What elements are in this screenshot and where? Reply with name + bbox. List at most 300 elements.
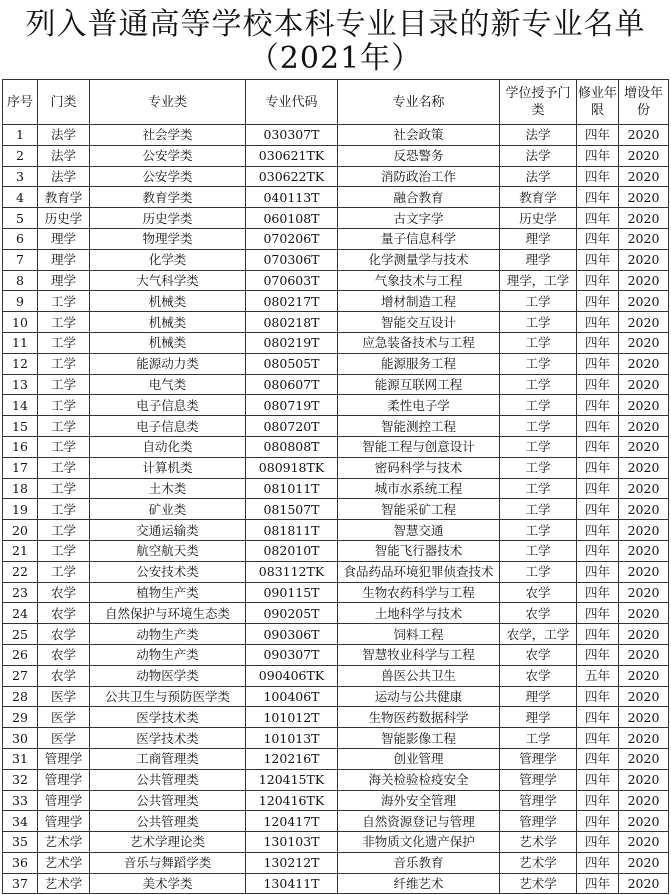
- cell-code: 090205T: [246, 603, 338, 624]
- cell-class: 计算机类: [90, 457, 246, 478]
- cell-class: 机械类: [90, 312, 246, 333]
- cell-name: 生物医药数据科学: [338, 707, 500, 728]
- cell-category: 农学: [38, 644, 90, 665]
- cell-degree: 理学: [500, 707, 577, 728]
- cell-year-added: 2020: [619, 624, 669, 645]
- cell-no: 31: [3, 748, 38, 769]
- cell-years: 四年: [577, 416, 619, 437]
- cell-no: 35: [3, 832, 38, 853]
- cell-name: 社会政策: [338, 125, 500, 146]
- cell-code: 130212T: [246, 852, 338, 873]
- cell-years: 四年: [577, 270, 619, 291]
- cell-class: 医学技术类: [90, 707, 246, 728]
- cell-class: 航空航天类: [90, 540, 246, 561]
- cell-no: 21: [3, 540, 38, 561]
- header-class: 专业类: [90, 80, 246, 125]
- cell-code: 101012T: [246, 707, 338, 728]
- cell-name: 饲料工程: [338, 624, 500, 645]
- cell-code: 030307T: [246, 125, 338, 146]
- cell-year-added: 2020: [619, 270, 669, 291]
- cell-years: 四年: [577, 208, 619, 229]
- cell-degree: 工学: [500, 728, 577, 749]
- cell-name: 海外安全管理: [338, 790, 500, 811]
- cell-year-added: 2020: [619, 603, 669, 624]
- cell-years: 四年: [577, 561, 619, 582]
- header-degree: 学位授予门类: [500, 80, 577, 125]
- cell-year-added: 2020: [619, 665, 669, 686]
- cell-year-added: 2020: [619, 769, 669, 790]
- cell-code: 120216T: [246, 748, 338, 769]
- table-row: [3, 582, 669, 603]
- cell-class: 动物生产类: [90, 644, 246, 665]
- cell-category: 工学: [38, 540, 90, 561]
- cell-degree: 理学: [500, 228, 577, 249]
- cell-class: 电子信息类: [90, 395, 246, 416]
- cell-name: 融合教育: [338, 187, 500, 208]
- cell-years: 四年: [577, 790, 619, 811]
- table-row: [3, 748, 669, 769]
- cell-category: 工学: [38, 457, 90, 478]
- cell-code: 120415TK: [246, 769, 338, 790]
- cell-degree: 农学: [500, 665, 577, 686]
- cell-years: 四年: [577, 125, 619, 146]
- cell-no: 6: [3, 228, 38, 249]
- cell-year-added: 2020: [619, 520, 669, 541]
- cell-name: 城市水系统工程: [338, 478, 500, 499]
- header-no: 序号: [3, 80, 38, 125]
- cell-degree: 农学: [500, 603, 577, 624]
- cell-degree: 艺术学: [500, 832, 577, 853]
- cell-no: 34: [3, 811, 38, 832]
- table-row: [3, 561, 669, 582]
- cell-degree: 管理学: [500, 790, 577, 811]
- cell-year-added: 2020: [619, 208, 669, 229]
- cell-code: 130103T: [246, 832, 338, 853]
- table-row: [3, 291, 669, 312]
- cell-degree: 农学: [500, 644, 577, 665]
- header-category: 门类: [38, 80, 90, 125]
- cell-degree: 工学: [500, 416, 577, 437]
- cell-name: 密码科学与技术: [338, 457, 500, 478]
- cell-year-added: 2020: [619, 728, 669, 749]
- cell-category: 农学: [38, 603, 90, 624]
- cell-class: 植物生产类: [90, 582, 246, 603]
- table-row: [3, 728, 669, 749]
- cell-code: 070603T: [246, 270, 338, 291]
- cell-code: 030622TK: [246, 166, 338, 187]
- cell-name: 非物质文化遗产保护: [338, 832, 500, 853]
- cell-class: 电子信息类: [90, 416, 246, 437]
- cell-category: 管理学: [38, 790, 90, 811]
- cell-year-added: 2020: [619, 832, 669, 853]
- cell-category: 工学: [38, 291, 90, 312]
- cell-no: 36: [3, 852, 38, 873]
- cell-no: 23: [3, 582, 38, 603]
- cell-code: 080219T: [246, 332, 338, 353]
- cell-class: 交通运输类: [90, 520, 246, 541]
- cell-no: 7: [3, 249, 38, 270]
- cell-year-added: 2020: [619, 249, 669, 270]
- cell-name: 应急装备技术与工程: [338, 332, 500, 353]
- cell-no: 32: [3, 769, 38, 790]
- cell-class: 公安学类: [90, 166, 246, 187]
- cell-years: 四年: [577, 249, 619, 270]
- cell-year-added: 2020: [619, 145, 669, 166]
- cell-class: 美术学类: [90, 873, 246, 894]
- cell-name: 智慧牧业科学与工程: [338, 644, 500, 665]
- cell-no: 24: [3, 603, 38, 624]
- cell-category: 工学: [38, 332, 90, 353]
- header-years: 修业年限: [577, 80, 619, 125]
- cell-name: 柔性电子学: [338, 395, 500, 416]
- cell-no: 14: [3, 395, 38, 416]
- cell-code: 090306T: [246, 624, 338, 645]
- table-row: [3, 125, 669, 146]
- cell-category: 工学: [38, 312, 90, 333]
- cell-degree: 工学: [500, 353, 577, 374]
- cell-year-added: 2020: [619, 561, 669, 582]
- cell-year-added: 2020: [619, 374, 669, 395]
- cell-name: 自然资源登记与管理: [338, 811, 500, 832]
- cell-class: 动物医学类: [90, 665, 246, 686]
- cell-code: 080808T: [246, 436, 338, 457]
- cell-year-added: 2020: [619, 187, 669, 208]
- cell-class: 动物生产类: [90, 624, 246, 645]
- cell-class: 自然保护与环境生态类: [90, 603, 246, 624]
- table-row: [3, 436, 669, 457]
- cell-name: 创业管理: [338, 748, 500, 769]
- cell-category: 法学: [38, 166, 90, 187]
- cell-category: 农学: [38, 665, 90, 686]
- cell-year-added: 2020: [619, 707, 669, 728]
- cell-no: 37: [3, 873, 38, 894]
- cell-name: 气象技术与工程: [338, 270, 500, 291]
- cell-no: 18: [3, 478, 38, 499]
- cell-degree: 管理学: [500, 769, 577, 790]
- cell-degree: 工学: [500, 457, 577, 478]
- cell-class: 医学技术类: [90, 728, 246, 749]
- table-row: [3, 499, 669, 520]
- cell-year-added: 2020: [619, 166, 669, 187]
- cell-no: 8: [3, 270, 38, 291]
- majors-table: [2, 79, 669, 894]
- table-row: [3, 270, 669, 291]
- cell-name: 智能交互设计: [338, 312, 500, 333]
- cell-category: 农学: [38, 582, 90, 603]
- cell-code: 080719T: [246, 395, 338, 416]
- cell-no: 22: [3, 561, 38, 582]
- cell-years: 四年: [577, 312, 619, 333]
- cell-years: 四年: [577, 520, 619, 541]
- cell-no: 20: [3, 520, 38, 541]
- table-row: [3, 873, 669, 894]
- cell-class: 物理学类: [90, 228, 246, 249]
- cell-category: 医学: [38, 707, 90, 728]
- page-title: 列入普通高等学校本科专业目录的新专业名单: [25, 7, 646, 42]
- cell-category: 管理学: [38, 769, 90, 790]
- cell-years: 四年: [577, 457, 619, 478]
- table-row: [3, 540, 669, 561]
- cell-class: 公共卫生与预防医学类: [90, 686, 246, 707]
- cell-year-added: 2020: [619, 395, 669, 416]
- cell-class: 机械类: [90, 332, 246, 353]
- cell-class: 艺术学理论类: [90, 832, 246, 853]
- cell-code: 120416TK: [246, 790, 338, 811]
- cell-no: 30: [3, 728, 38, 749]
- cell-class: 工商管理类: [90, 748, 246, 769]
- table-row: [3, 686, 669, 707]
- cell-class: 公共管理类: [90, 790, 246, 811]
- cell-class: 自动化类: [90, 436, 246, 457]
- cell-year-added: 2020: [619, 478, 669, 499]
- cell-category: 历史学: [38, 208, 90, 229]
- table-row: [3, 644, 669, 665]
- cell-year-added: 2020: [619, 540, 669, 561]
- cell-years: 四年: [577, 499, 619, 520]
- cell-degree: 农学: [500, 582, 577, 603]
- table-row: [3, 707, 669, 728]
- cell-code: 081011T: [246, 478, 338, 499]
- cell-class: 公共管理类: [90, 811, 246, 832]
- cell-years: 四年: [577, 540, 619, 561]
- table-row: [3, 478, 669, 499]
- cell-no: 25: [3, 624, 38, 645]
- cell-degree: 理学: [500, 686, 577, 707]
- cell-year-added: 2020: [619, 873, 669, 894]
- cell-degree: 理学: [500, 249, 577, 270]
- cell-category: 工学: [38, 436, 90, 457]
- cell-class: 矿业类: [90, 499, 246, 520]
- cell-category: 教育学: [38, 187, 90, 208]
- cell-no: 2: [3, 145, 38, 166]
- cell-no: 19: [3, 499, 38, 520]
- cell-degree: 工学: [500, 395, 577, 416]
- cell-degree: 法学: [500, 145, 577, 166]
- cell-degree: 农学，工学: [500, 624, 577, 645]
- cell-years: 四年: [577, 436, 619, 457]
- cell-code: 030621TK: [246, 145, 338, 166]
- cell-name: 音乐教育: [338, 852, 500, 873]
- cell-years: 四年: [577, 728, 619, 749]
- cell-degree: 工学: [500, 436, 577, 457]
- cell-year-added: 2020: [619, 852, 669, 873]
- table-row: [3, 769, 669, 790]
- cell-name: 兽医公共卫生: [338, 665, 500, 686]
- cell-class: 公共管理类: [90, 769, 246, 790]
- cell-category: 艺术学: [38, 852, 90, 873]
- cell-year-added: 2020: [619, 499, 669, 520]
- cell-years: 四年: [577, 707, 619, 728]
- cell-degree: 工学: [500, 291, 577, 312]
- cell-degree: 历史学: [500, 208, 577, 229]
- cell-no: 28: [3, 686, 38, 707]
- cell-no: 4: [3, 187, 38, 208]
- table-row: [3, 187, 669, 208]
- cell-class: 社会学类: [90, 125, 246, 146]
- cell-no: 33: [3, 790, 38, 811]
- cell-years: 四年: [577, 603, 619, 624]
- cell-years: 四年: [577, 291, 619, 312]
- cell-degree: 艺术学: [500, 852, 577, 873]
- cell-years: 四年: [577, 353, 619, 374]
- cell-no: 11: [3, 332, 38, 353]
- table-row: [3, 832, 669, 853]
- cell-class: 历史学类: [90, 208, 246, 229]
- cell-no: 1: [3, 125, 38, 146]
- cell-no: 5: [3, 208, 38, 229]
- cell-year-added: 2020: [619, 436, 669, 457]
- cell-years: 四年: [577, 769, 619, 790]
- cell-name: 化学测量学与技术: [338, 249, 500, 270]
- cell-name: 智慧交通: [338, 520, 500, 541]
- cell-category: 工学: [38, 395, 90, 416]
- cell-no: 29: [3, 707, 38, 728]
- cell-no: 12: [3, 353, 38, 374]
- cell-year-added: 2020: [619, 686, 669, 707]
- cell-years: 四年: [577, 374, 619, 395]
- cell-category: 法学: [38, 145, 90, 166]
- cell-category: 工学: [38, 520, 90, 541]
- cell-name: 智能测控工程: [338, 416, 500, 437]
- cell-no: 10: [3, 312, 38, 333]
- cell-class: 化学类: [90, 249, 246, 270]
- cell-code: 130411T: [246, 873, 338, 894]
- cell-category: 艺术学: [38, 873, 90, 894]
- cell-years: 四年: [577, 832, 619, 853]
- cell-category: 医学: [38, 686, 90, 707]
- cell-code: 080505T: [246, 353, 338, 374]
- cell-no: 15: [3, 416, 38, 437]
- cell-name: 运动与公共健康: [338, 686, 500, 707]
- cell-code: 090406TK: [246, 665, 338, 686]
- cell-years: 四年: [577, 644, 619, 665]
- cell-year-added: 2020: [619, 353, 669, 374]
- table-row: [3, 312, 669, 333]
- cell-no: 3: [3, 166, 38, 187]
- cell-code: 081811T: [246, 520, 338, 541]
- cell-name: 纤维艺术: [338, 873, 500, 894]
- cell-code: 080607T: [246, 374, 338, 395]
- cell-years: 四年: [577, 145, 619, 166]
- cell-year-added: 2020: [619, 457, 669, 478]
- cell-name: 智能飞行器技术: [338, 540, 500, 561]
- cell-name: 土地科学与技术: [338, 603, 500, 624]
- cell-category: 医学: [38, 728, 90, 749]
- table-row: [3, 374, 669, 395]
- cell-category: 工学: [38, 353, 90, 374]
- cell-code: 070206T: [246, 228, 338, 249]
- cell-name: 智能工程与创意设计: [338, 436, 500, 457]
- cell-years: 四年: [577, 852, 619, 873]
- cell-code: 081507T: [246, 499, 338, 520]
- cell-code: 080720T: [246, 416, 338, 437]
- cell-name: 古文字学: [338, 208, 500, 229]
- cell-year-added: 2020: [619, 312, 669, 333]
- cell-class: 音乐与舞蹈学类: [90, 852, 246, 873]
- cell-name: 海关检验检疫安全: [338, 769, 500, 790]
- table-row: [3, 624, 669, 645]
- cell-name: 生物农药科学与工程: [338, 582, 500, 603]
- table-row: [3, 249, 669, 270]
- header-name: 专业名称: [338, 80, 500, 125]
- cell-years: 四年: [577, 811, 619, 832]
- cell-class: 能源动力类: [90, 353, 246, 374]
- cell-year-added: 2020: [619, 332, 669, 353]
- cell-name: 能源互联网工程: [338, 374, 500, 395]
- table-row: [3, 145, 669, 166]
- cell-class: 土木类: [90, 478, 246, 499]
- table-row: [3, 520, 669, 541]
- cell-degree: 管理学: [500, 748, 577, 769]
- cell-category: 法学: [38, 125, 90, 146]
- cell-category: 农学: [38, 624, 90, 645]
- cell-code: 060108T: [246, 208, 338, 229]
- cell-category: 理学: [38, 270, 90, 291]
- cell-name: 智能采矿工程: [338, 499, 500, 520]
- cell-category: 管理学: [38, 811, 90, 832]
- table-row: [3, 790, 669, 811]
- cell-no: 27: [3, 665, 38, 686]
- cell-code: 090115T: [246, 582, 338, 603]
- cell-degree: 工学: [500, 478, 577, 499]
- cell-name: 食品药品环境犯罪侦查技术: [338, 561, 500, 582]
- cell-year-added: 2020: [619, 582, 669, 603]
- table-row: [3, 395, 669, 416]
- cell-code: 120417T: [246, 811, 338, 832]
- cell-no: 13: [3, 374, 38, 395]
- cell-years: 四年: [577, 395, 619, 416]
- cell-years: 四年: [577, 873, 619, 894]
- cell-years: 四年: [577, 332, 619, 353]
- cell-name: 增材制造工程: [338, 291, 500, 312]
- cell-name: 反恐警务: [338, 145, 500, 166]
- cell-year-added: 2020: [619, 228, 669, 249]
- table-row: [3, 228, 669, 249]
- cell-category: 管理学: [38, 748, 90, 769]
- cell-category: 工学: [38, 499, 90, 520]
- table-row: [3, 811, 669, 832]
- cell-name: 能源服务工程: [338, 353, 500, 374]
- cell-class: 电气类: [90, 374, 246, 395]
- cell-year-added: 2020: [619, 790, 669, 811]
- cell-category: 理学: [38, 228, 90, 249]
- cell-degree: 工学: [500, 520, 577, 541]
- table-row: [3, 332, 669, 353]
- cell-category: 工学: [38, 561, 90, 582]
- table-row: [3, 353, 669, 374]
- cell-class: 机械类: [90, 291, 246, 312]
- cell-degree: 法学: [500, 166, 577, 187]
- cell-no: 17: [3, 457, 38, 478]
- cell-code: 090307T: [246, 644, 338, 665]
- cell-year-added: 2020: [619, 748, 669, 769]
- cell-category: 工学: [38, 478, 90, 499]
- cell-code: 080918TK: [246, 457, 338, 478]
- cell-no: 16: [3, 436, 38, 457]
- cell-degree: 教育学: [500, 187, 577, 208]
- cell-class: 公安学类: [90, 145, 246, 166]
- cell-no: 9: [3, 291, 38, 312]
- table-row: [3, 208, 669, 229]
- cell-year-added: 2020: [619, 811, 669, 832]
- cell-year-added: 2020: [619, 125, 669, 146]
- cell-degree: 工学: [500, 332, 577, 353]
- cell-code: 080217T: [246, 291, 338, 312]
- cell-code: 080218T: [246, 312, 338, 333]
- cell-year-added: 2020: [619, 291, 669, 312]
- cell-name: 智能影像工程: [338, 728, 500, 749]
- cell-degree: 工学: [500, 374, 577, 395]
